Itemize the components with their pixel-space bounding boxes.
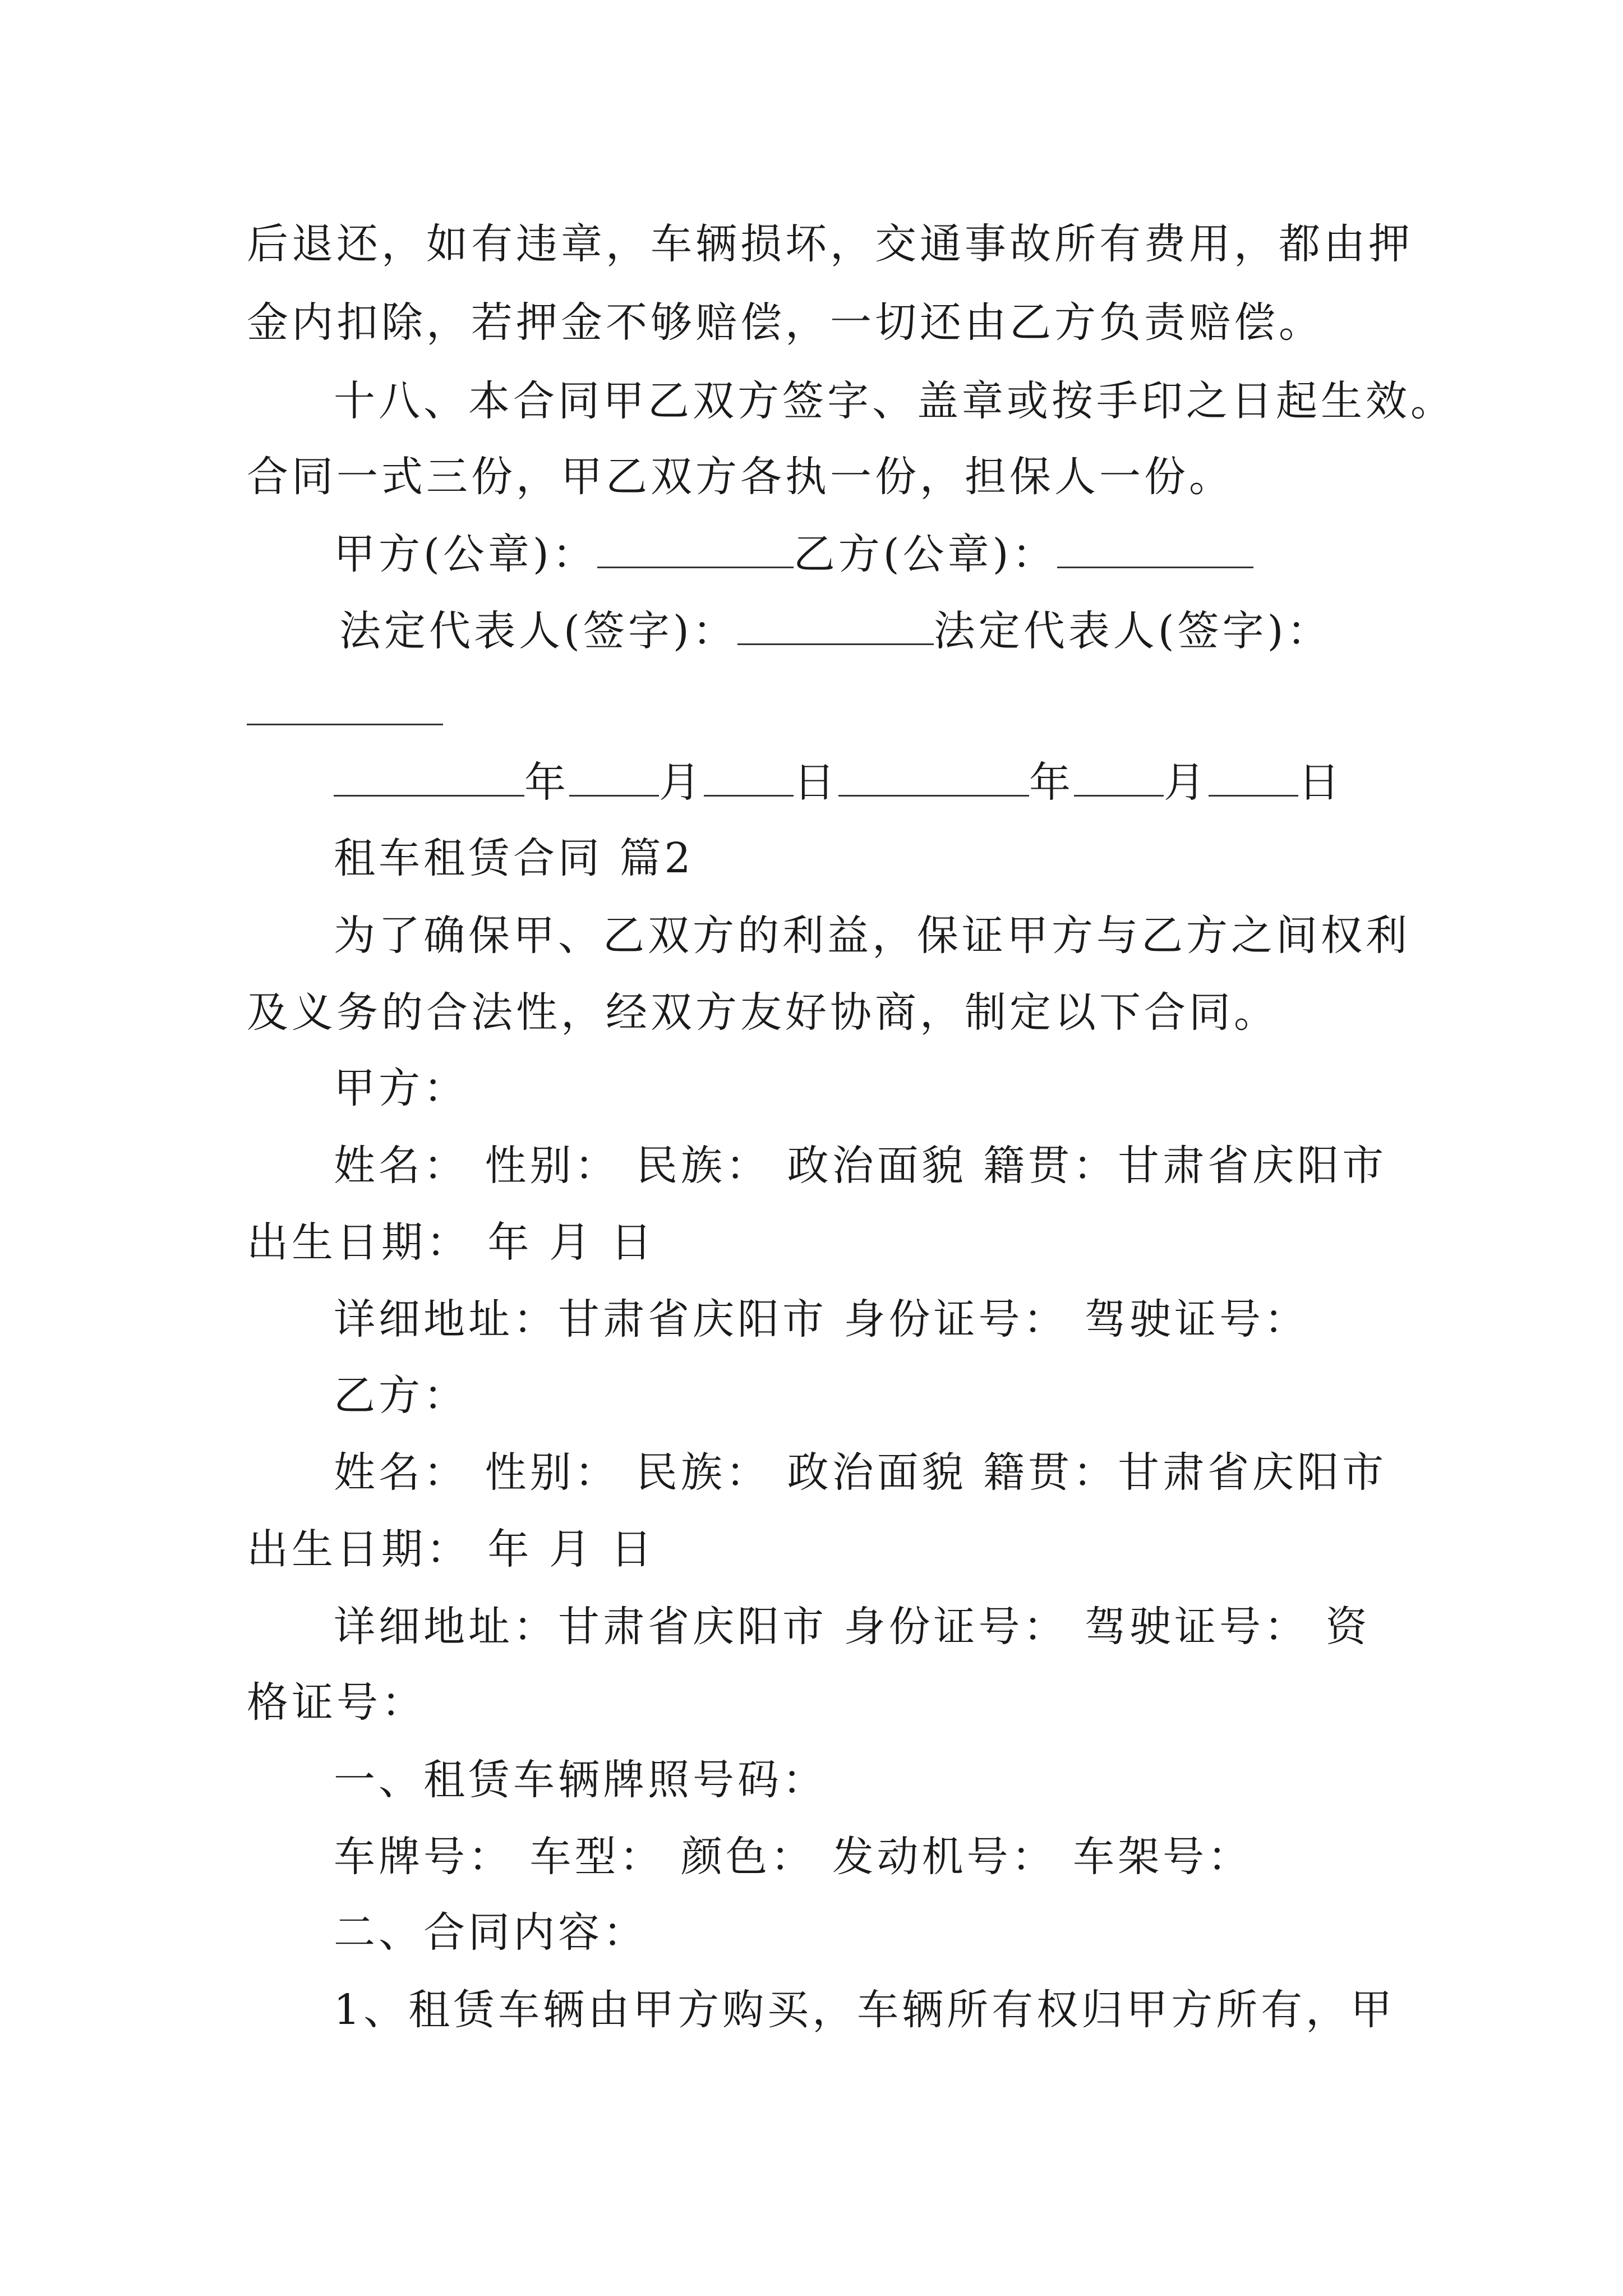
year-blank-a <box>334 756 524 797</box>
party-b-address: 详细地址：甘肃省庆阳市 身份证号： 驾驶证号： 资 <box>334 1603 1371 1651</box>
party-b-label: 乙方： <box>334 1372 468 1420</box>
item-2-title: 二、合同内容： <box>334 1908 648 1957</box>
year-label: 年 <box>524 758 569 807</box>
party-b-seal-blank <box>1057 527 1253 568</box>
party-a-info: 姓名： 性别： 民族： 政治面貌 籍贯：甘肃省庆阳市 <box>334 1142 1387 1190</box>
representative-line <box>339 592 1332 670</box>
day-blank-a <box>704 756 794 797</box>
party-a-seal-blank <box>597 527 794 568</box>
party-b-qualification: 格证号： <box>247 1678 426 1727</box>
item-2-clause-1: 1、租赁车辆由甲方购买，车辆所有权归甲方所有，甲 <box>334 1986 1396 2034</box>
paragraph-line: 合同一式三份，甲乙双方各执一份，担保人一份。 <box>247 453 1234 501</box>
party-a-seal-label: 甲方(公章)： <box>334 530 597 578</box>
party-a-address: 详细地址：甘肃省庆阳市 身份证号： 驾驶证号： <box>334 1295 1310 1343</box>
year-label: 年 <box>1029 758 1074 807</box>
year-blank-b <box>838 756 1029 797</box>
month-blank-b <box>1074 756 1164 797</box>
seal-line <box>334 515 1253 593</box>
party-a-label: 甲方： <box>334 1064 468 1112</box>
day-blank-b <box>1209 756 1298 797</box>
date-line <box>334 743 1343 822</box>
section-title: 租车租赁合同 篇2 <box>334 834 694 882</box>
month-label: 月 <box>659 758 704 807</box>
clause-18-line: 十八、本合同甲乙双方签字、盖章或按手印之日起生效。 <box>334 377 1455 425</box>
month-blank-a <box>569 756 659 797</box>
rep-b-label: 法定代表人(签字)： <box>933 607 1332 655</box>
intro-line: 为了确保甲、乙双方的利益，保证甲方与乙方之间权利 <box>334 912 1410 960</box>
party-b-birthdate: 出生日期： 年 月 日 <box>247 1525 656 1573</box>
day-label: 日 <box>794 758 838 807</box>
party-b-info: 姓名： 性别： 民族： 政治面貌 籍贯：甘肃省庆阳市 <box>334 1448 1387 1497</box>
paragraph-line: 后退还，如有违章，车辆损坏，交通事故所有费用，都由押 <box>247 220 1413 268</box>
rep-a-label: 法定代表人(签字)： <box>339 607 737 655</box>
paragraph-line: 金内扣除，若押金不够赔偿，一切还由乙方负责赔偿。 <box>247 298 1324 347</box>
party-a-birthdate: 出生日期： 年 月 日 <box>247 1218 656 1267</box>
item-1-title: 一、租赁车辆牌照号码： <box>334 1756 827 1804</box>
day-label: 日 <box>1298 758 1343 807</box>
party-b-seal-label: 乙方(公章)： <box>793 530 1057 578</box>
rep-b-blank <box>247 724 443 725</box>
month-label: 月 <box>1164 758 1209 807</box>
intro-line: 及义务的合法性，经双方友好协商，制定以下合同。 <box>247 988 1279 1037</box>
item-1-fields: 车牌号： 车型： 颜色： 发动机号： 车架号： <box>334 1833 1253 1881</box>
rep-a-blank <box>737 604 934 645</box>
